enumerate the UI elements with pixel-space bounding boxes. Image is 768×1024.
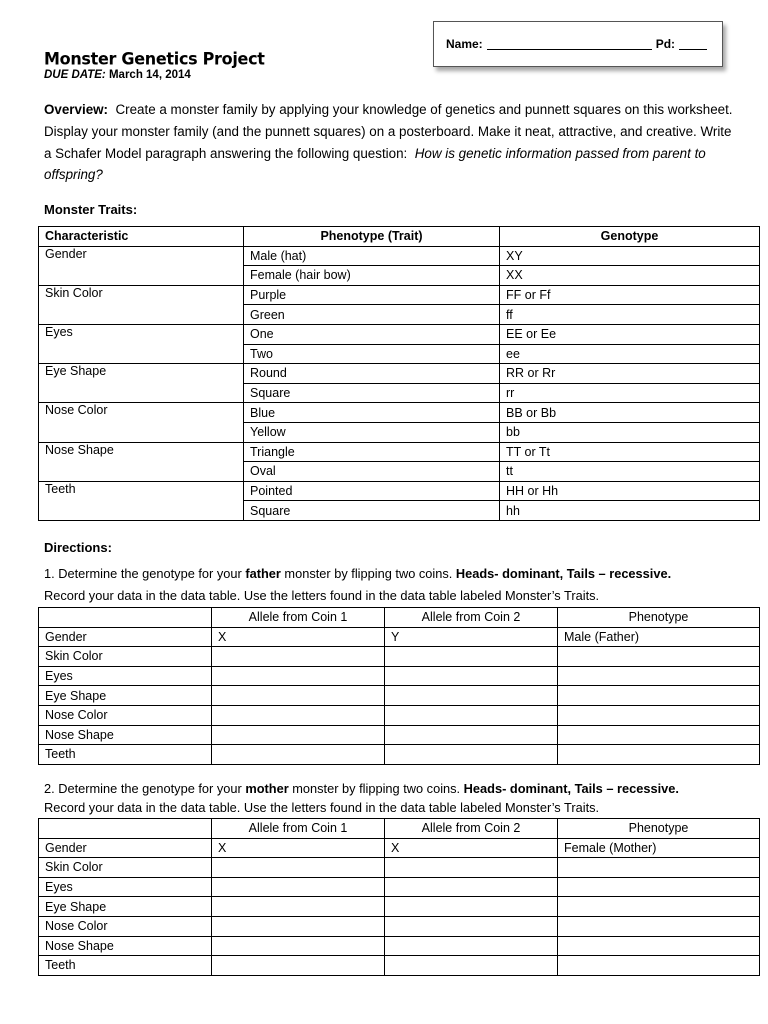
mother-table [38, 818, 760, 976]
mother-phenotype-cell[interactable] [558, 877, 760, 897]
step1-prefix: 1. Determine the genotype for your [44, 566, 246, 581]
mother-coin2-allele-cell[interactable]: X [385, 838, 558, 858]
pd-blank[interactable] [679, 39, 707, 50]
trait-genotype: XX [500, 266, 760, 286]
step1-line1 [44, 566, 744, 581]
father-row [39, 627, 760, 647]
mother-coin1-allele-cell[interactable] [212, 956, 385, 976]
trait-phenotype: One [244, 324, 500, 344]
trait-phenotype: Pointed [244, 481, 500, 501]
trait-characteristic: Gender [39, 246, 244, 285]
trait-genotype: tt [500, 462, 760, 482]
mother-coin2-allele-cell[interactable] [385, 897, 558, 917]
mother-coin1-allele-cell[interactable] [212, 897, 385, 917]
due-date [44, 69, 191, 81]
trait-characteristic: Eyes [39, 324, 244, 363]
trait-row [39, 285, 760, 305]
mother-phenotype-cell[interactable] [558, 936, 760, 956]
trait-row [39, 403, 760, 423]
father-header-row [39, 608, 760, 628]
trait-genotype: ff [500, 305, 760, 325]
mother-trait-name: Eye Shape [39, 897, 212, 917]
mother-phenotype-cell[interactable] [558, 858, 760, 878]
name-box [433, 21, 723, 67]
father-header-coin1: Allele from Coin 1 [212, 608, 385, 628]
traits-header-genotype: Genotype [500, 227, 760, 247]
trait-phenotype: Two [244, 344, 500, 364]
father-coin1-allele-cell[interactable] [212, 647, 385, 667]
father-coin2-allele-cell[interactable]: Y [385, 627, 558, 647]
step1-parent: father [245, 566, 281, 581]
trait-genotype: hh [500, 501, 760, 521]
father-coin1-allele-cell[interactable]: X [212, 627, 385, 647]
trait-genotype: HH or Hh [500, 481, 760, 501]
father-phenotype-cell[interactable] [558, 686, 760, 706]
father-row [39, 647, 760, 667]
trait-phenotype: Female (hair bow) [244, 266, 500, 286]
father-table [38, 607, 760, 765]
father-row [39, 686, 760, 706]
father-trait-name: Skin Color [39, 647, 212, 667]
father-coin1-allele-cell[interactable] [212, 745, 385, 765]
due-date-value: March 14, 2014 [108, 69, 191, 81]
mother-trait-name: Nose Color [39, 916, 212, 936]
page-title: Monster Genetics Project [44, 48, 265, 69]
mother-phenotype-cell[interactable] [558, 916, 760, 936]
father-trait-name: Eye Shape [39, 686, 212, 706]
father-phenotype-cell[interactable] [558, 745, 760, 765]
traits-header-characteristic: Characteristic [39, 227, 244, 247]
trait-genotype: EE or Ee [500, 324, 760, 344]
father-phenotype-cell[interactable] [558, 705, 760, 725]
father-trait-name: Nose Color [39, 705, 212, 725]
father-coin1-allele-cell[interactable] [212, 725, 385, 745]
trait-row [39, 364, 760, 384]
father-row [39, 745, 760, 765]
trait-genotype: BB or Bb [500, 403, 760, 423]
trait-genotype: FF or Ff [500, 285, 760, 305]
step2-middle: monster by flipping two coins. [288, 781, 464, 796]
mother-trait-name: Teeth [39, 956, 212, 976]
trait-row [39, 246, 760, 266]
mother-phenotype-cell[interactable] [558, 897, 760, 917]
mother-row [39, 916, 760, 936]
mother-header-row [39, 819, 760, 839]
mother-row [39, 877, 760, 897]
father-coin2-allele-cell[interactable] [385, 745, 558, 765]
step2-parent: mother [245, 781, 289, 796]
father-coin1-allele-cell[interactable] [212, 686, 385, 706]
mother-coin1-allele-cell[interactable] [212, 936, 385, 956]
mother-coin2-allele-cell[interactable] [385, 877, 558, 897]
trait-row [39, 442, 760, 462]
mother-coin1-allele-cell[interactable]: X [212, 838, 385, 858]
mother-row [39, 936, 760, 956]
mother-phenotype-cell[interactable]: Female (Mother) [558, 838, 760, 858]
father-trait-name: Eyes [39, 666, 212, 686]
mother-trait-name: Eyes [39, 877, 212, 897]
step1-rule: Heads- dominant, Tails – recessive. [455, 566, 672, 581]
trait-genotype: rr [500, 383, 760, 403]
trait-row [39, 481, 760, 501]
overview-text: Create a monster family by applying your knowledge of genetics and punnett squares on this worksheet. Display your monster family (and the punnett squares) on a posterboard. Make it neat, attractive, and creative. Write a Schafer Model paragraph answering the following question: [44, 102, 733, 161]
father-trait-name: Nose Shape [39, 725, 212, 745]
step2-line2: Record your data in the data table. Use the letters found in the data table labeled Monster’s Traits. [44, 800, 600, 815]
father-trait-name: Teeth [39, 745, 212, 765]
father-coin2-allele-cell[interactable] [385, 647, 558, 667]
mother-header-blank [39, 819, 212, 839]
trait-phenotype: Male (hat) [244, 246, 500, 266]
overview-question: How is genetic information passed from parent to offspring? [44, 145, 706, 183]
traits-header-phenotype: Phenotype (Trait) [244, 227, 500, 247]
mother-row [39, 858, 760, 878]
trait-phenotype: Square [244, 501, 500, 521]
mother-trait-name: Nose Shape [39, 936, 212, 956]
name-label: Name: [446, 37, 483, 51]
trait-phenotype: Purple [244, 285, 500, 305]
pd-label: Pd: [655, 37, 676, 51]
father-coin2-allele-cell[interactable] [385, 725, 558, 745]
overview-paragraph [44, 99, 734, 186]
mother-coin1-allele-cell[interactable] [212, 858, 385, 878]
due-date-label: DUE DATE: [44, 69, 106, 81]
trait-phenotype: Square [244, 383, 500, 403]
father-coin2-allele-cell[interactable] [385, 666, 558, 686]
trait-phenotype: Green [244, 305, 500, 325]
trait-characteristic: Nose Color [39, 403, 244, 442]
mother-header-coin2: Allele from Coin 2 [385, 819, 558, 839]
step2-prefix: 2. Determine the genotype for your [44, 781, 246, 796]
father-row [39, 725, 760, 745]
father-phenotype-cell[interactable] [558, 666, 760, 686]
mother-trait-name: Gender [39, 838, 212, 858]
mother-row [39, 838, 760, 858]
mother-trait-name: Skin Color [39, 858, 212, 878]
traits-header-row [39, 227, 760, 247]
trait-genotype: RR or Rr [500, 364, 760, 384]
directions-label: Directions: [44, 540, 112, 555]
father-header-coin2: Allele from Coin 2 [385, 608, 558, 628]
trait-row [39, 324, 760, 344]
father-row [39, 666, 760, 686]
trait-genotype: ee [500, 344, 760, 364]
mother-coin2-allele-cell[interactable] [385, 956, 558, 976]
trait-genotype: TT or Tt [500, 442, 760, 462]
step1-line2: Record your data in the data table. Use the letters found in the data table labeled Monster’s Traits. [44, 588, 600, 603]
name-blank[interactable] [487, 39, 652, 50]
mother-row [39, 956, 760, 976]
step2-line1 [44, 781, 744, 796]
father-header-blank [39, 608, 212, 628]
trait-genotype: XY [500, 246, 760, 266]
trait-genotype: bb [500, 422, 760, 442]
father-coin1-allele-cell[interactable] [212, 705, 385, 725]
father-trait-name: Gender [39, 627, 212, 647]
father-phenotype-cell[interactable] [558, 647, 760, 667]
step1-middle: monster by flipping two coins. [280, 566, 456, 581]
traits-label: Monster Traits: [44, 202, 138, 217]
trait-phenotype: Blue [244, 403, 500, 423]
father-coin2-allele-cell[interactable] [385, 686, 558, 706]
mother-coin1-allele-cell[interactable] [212, 916, 385, 936]
mother-coin2-allele-cell[interactable] [385, 916, 558, 936]
father-phenotype-cell[interactable] [558, 725, 760, 745]
trait-phenotype: Round [244, 364, 500, 384]
trait-characteristic: Skin Color [39, 285, 244, 324]
father-row [39, 705, 760, 725]
father-coin2-allele-cell[interactable] [385, 705, 558, 725]
mother-header-phenotype: Phenotype [558, 819, 760, 839]
trait-characteristic: Teeth [39, 481, 244, 520]
father-phenotype-cell[interactable]: Male (Father) [558, 627, 760, 647]
step2-rule: Heads- dominant, Tails – recessive. [463, 781, 679, 796]
mother-coin2-allele-cell[interactable] [385, 858, 558, 878]
mother-coin1-allele-cell[interactable] [212, 877, 385, 897]
mother-coin2-allele-cell[interactable] [385, 936, 558, 956]
mother-header-coin1: Allele from Coin 1 [212, 819, 385, 839]
father-coin1-allele-cell[interactable] [212, 666, 385, 686]
traits-table [38, 226, 760, 521]
trait-phenotype: Yellow [244, 422, 500, 442]
mother-row [39, 897, 760, 917]
father-header-phenotype: Phenotype [558, 608, 760, 628]
trait-characteristic: Nose Shape [39, 442, 244, 481]
mother-phenotype-cell[interactable] [558, 956, 760, 976]
trait-phenotype: Oval [244, 462, 500, 482]
trait-phenotype: Triangle [244, 442, 500, 462]
trait-characteristic: Eye Shape [39, 364, 244, 403]
overview-label: Overview: [44, 102, 109, 117]
